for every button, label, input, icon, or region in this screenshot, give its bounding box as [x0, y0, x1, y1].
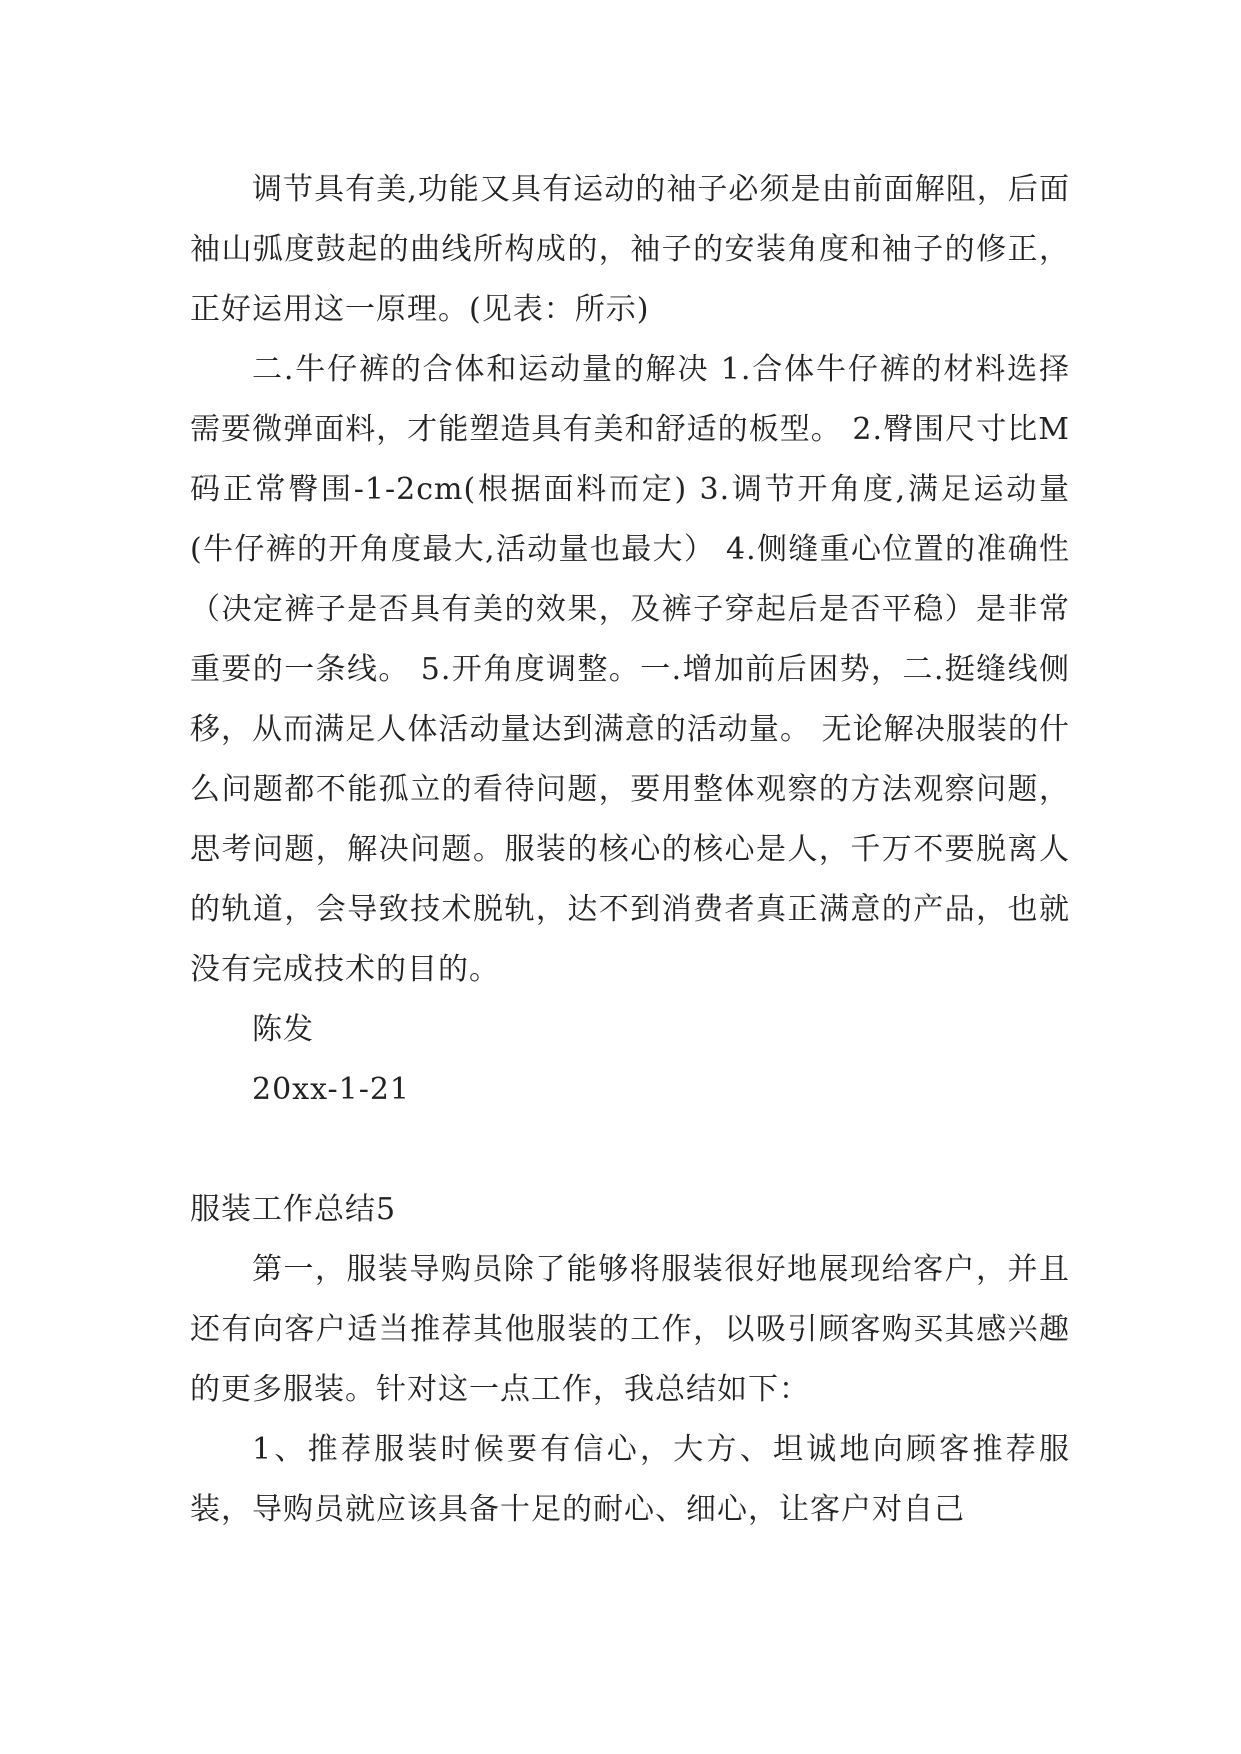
paragraph-recommendation: 1、推荐服装时候要有信心，大方、坦诚地向顾客推荐服装，导购员就应该具备十足的耐心、细心，让客户对自己 [190, 1432, 1070, 1527]
section-title: 服装工作总结5 [190, 1192, 397, 1227]
paragraph-sleeve-adjustment: 调节具有美,功能又具有运动的袖子必须是由前面解阻，后面袖山弧度鼓起的曲线所构成的，袖子的安装角度和袖子的修正，正好运用这一原理。(见表：所示) [190, 172, 1070, 327]
document-body [190, 160, 1070, 1540]
paragraph-jeans-fit: 二.牛仔裤的合体和运动量的解决 1.合体牛仔裤的材料选择需要微弹面料，才能塑造具有美和舒适的板型。 2.臀围尺寸比M码正常臀围-1-2cm(根据面料而定) 3.调节开角度,满足运动量(牛仔裤的开角度最大,活动量也最大） 4.侧缝重心位置的准确性（决定裤子是否具有美的效果，及裤子穿起后是否平稳）是非常重要的一条线。 5.开角度调整。一.增加前后困势，二.挺缝线侧移，从而满足人体活动量达到满意的活动量。 无论解决服装的什么问题都不能孤立的看待问题，要用整体观察的方法观察问题，思考问题，解决问题。服装的核心的核心是人，千万不要脱离人的轨道，会导致技术脱轨，达不到消费者真正满意的产品，也就没有完成技术的目的。 [190, 352, 1070, 987]
blank-line [190, 1120, 1070, 1180]
paragraph-first-point: 第一，服装导购员除了能够将服装很好地展现给客户，并且还有向客户适当推荐其他服装的工作，以吸引顾客购买其感兴趣的更多服装。针对这一点工作，我总结如下： [190, 1252, 1070, 1407]
date: 20xx-1-21 [252, 1072, 411, 1107]
signature: 陈发 [252, 1012, 314, 1047]
